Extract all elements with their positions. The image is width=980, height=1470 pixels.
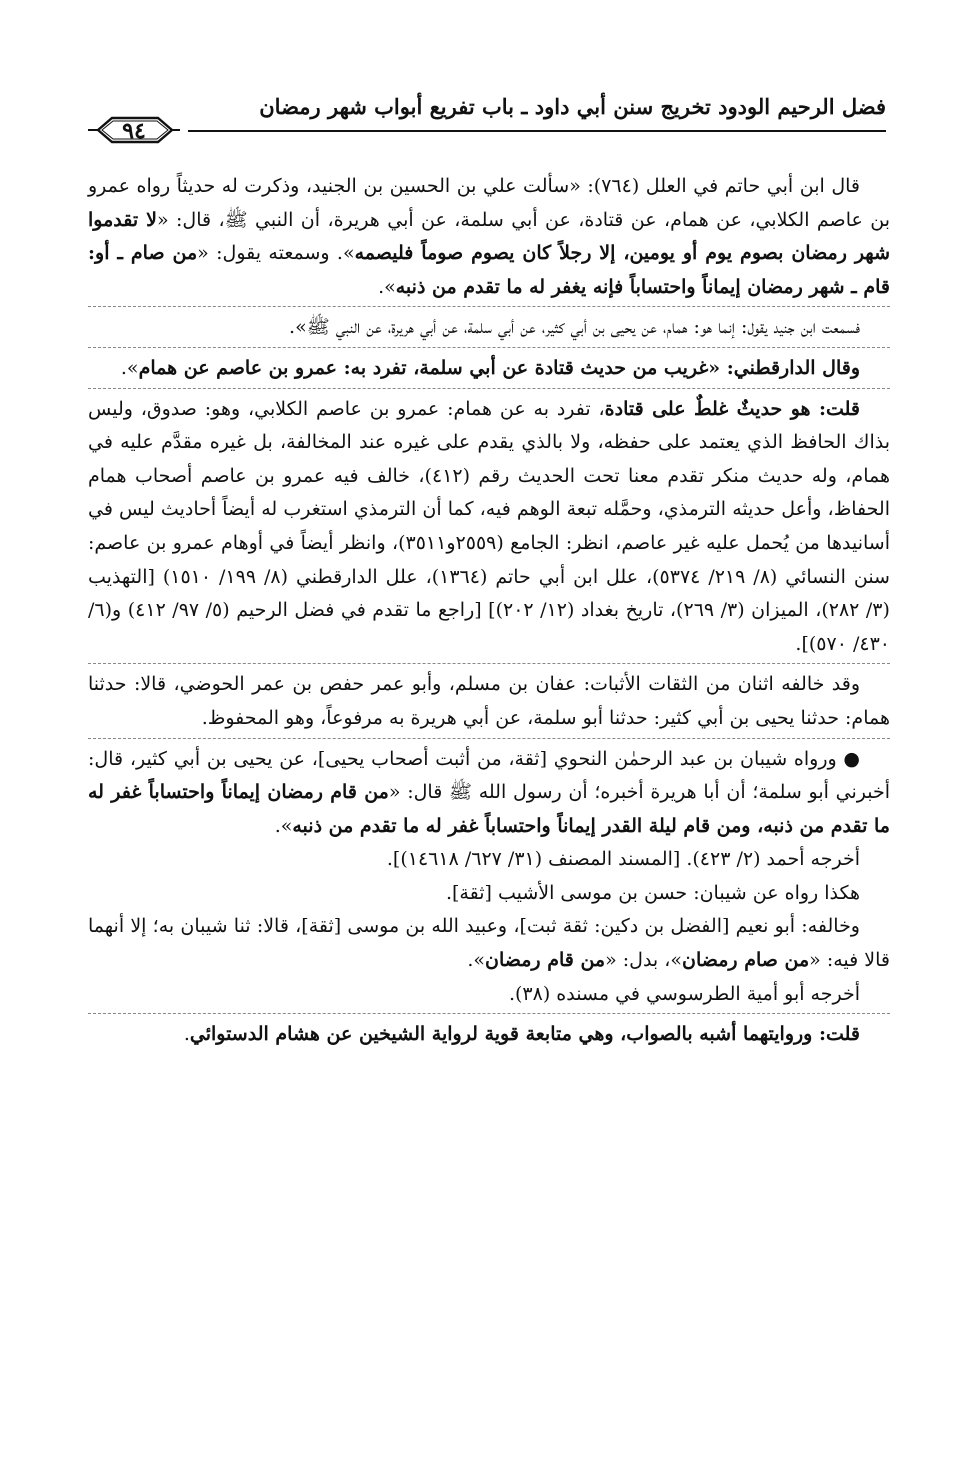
verdict-text: هو حديثٌ غلطٌ على قتادة bbox=[604, 397, 811, 420]
paragraph-8: هكذا رواه عن شيبان: حسن بن موسى الأشيب [ثقة]. bbox=[445, 881, 860, 904]
header-rule bbox=[188, 130, 886, 132]
hadith-text: من صام رمضان bbox=[682, 949, 810, 972]
hadith-text: من قام رمضان إيماناً واحتساباً غفر له ما تقدم من ذنبه، ومن قام ليلة القدر إيماناً واحتساباً غفر له ما تقدم من ذنبه bbox=[88, 781, 890, 837]
page-body bbox=[88, 170, 890, 1052]
text: ». وسمعته يقول: « bbox=[197, 242, 355, 265]
text: . bbox=[183, 1023, 190, 1046]
paragraph-6 bbox=[88, 743, 890, 844]
separator bbox=[88, 306, 890, 307]
text: ». bbox=[120, 356, 139, 379]
text: وخالفه: أبو نعيم [الفضل بن دكين: ثقة ثبت]، وعبيد الله بن موسى [ثقة]، قالا: ثنا شيبان به؛ إلا أنهما قالا فيه: « bbox=[88, 915, 890, 972]
paragraph-5: وقد خالفه اثنان من الثقات الأثبات: عفان بن مسلم، وأبو عمر حفص بن عمر الحوضي، قالا: حدثنا همام: حدثنا يحيى بن أبي كثير: حدثنا أبو سلمة، عن أبي هريرة به مرفوعاً، وهو المحفوظ. bbox=[88, 673, 890, 729]
paragraph-2: فسمعت ابن جنيد يقول: إنما هو: همام، عن يحيى بن أبي كثير، عن أبي سلمة، عن أبي هريرة، عن النبي ﷺ». bbox=[289, 316, 860, 339]
text: ». bbox=[467, 949, 486, 972]
paragraph-9 bbox=[88, 910, 890, 977]
separator bbox=[88, 1013, 890, 1014]
text: قال ابن أبي حاتم في العلل (٧٦٤): «سألت علي بن الحسين بن الجنيد، وذكرت له حديثاً رواه عمرو بن عاصم الكلابي، عن همام، عن قتادة، عن أبي سلمة، عن أبي هريرة، أن النبي ﷺ، قال: « bbox=[88, 175, 890, 231]
text: ». bbox=[274, 814, 293, 837]
paragraph-1 bbox=[88, 170, 890, 304]
separator bbox=[88, 347, 890, 348]
page-number: ٩٤ bbox=[122, 118, 146, 144]
separator bbox=[88, 738, 890, 739]
verdict-text: وهي متابعة قوية لرواية الشيخين عن هشام الدستوائي bbox=[189, 1023, 614, 1046]
hadith-text: لا تقدموا شهر رمضان بصوم يوم أو يومين، إلا رجلاً كان يصوم صوماً فليصمه bbox=[88, 208, 890, 265]
speaker: وقال الدارقطني: « bbox=[708, 356, 860, 379]
paragraph-10: أخرجه أبو أمية الطرسوسي في مسنده (٣٨). bbox=[508, 982, 860, 1005]
text: ، تفرد به عن همام: عمرو بن عاصم الكلابي، وهو: صدوق، وليس بذاك الحافظ الذي يعتمد على حفظه، ولا بالذي يقدم على غيره عند المخالفة، بل غيره مقدَّم عليه في همام، وله حديث منكر تقدم معنا تحت الحديث رقم (٤١٢)، خالف فيه عمرو بن عاصم أصحاب همام الحفاظ، وأعل حديثه الترمذي، وحمَّله تبعة الوهم فيه، كما أن الترمذي استغرب له أيضاً أحاديث ليس في أسانيدها من يُحمل عليه غير عاصم، انظر: الجامع (٢٥٥٩و٣٥١١)، وانظر أيضاً في أوهام عمرو بن عاصم: سنن النسائي (٨/ ٢١٩/ ٥٣٧٤)، علل ابن أبي حاتم (١٣٦٤)، علل الدارقطني (٨/ ١٩٩/ ١٥١٠) [التهذيب (٣/ ٢٨٢)، الميزان (٣/ ٢٦٩)، تاريخ بغداد (١٢/ ٢٠٢)] [راجع ما تقدم في فضل الرحيم (٥/ ٩٧/ ٤١٢) و(٦/ ٤٣٠/ ٥٧٠)]. bbox=[88, 397, 890, 655]
label: قلت: bbox=[810, 397, 860, 420]
paragraph-11 bbox=[88, 1018, 890, 1052]
text: ● ورواه شيبان بن عبد الرحمٰن النحوي [ثقة، من أثبت أصحاب يحيى]، عن يحيى بن أبي كثير، قال: أخبرني أبو سلمة؛ أن أبا هريرة أخبره؛ أن رسول الله ﷺ قال: « bbox=[88, 747, 890, 804]
paragraph-4 bbox=[88, 393, 890, 662]
page-number-badge bbox=[88, 114, 180, 148]
text: »، بدل: « bbox=[605, 949, 683, 972]
hadith-text: من قام رمضان bbox=[485, 949, 606, 972]
paragraph-3 bbox=[88, 352, 890, 386]
page-header bbox=[88, 84, 886, 148]
label: قلت: وروايتهما أشبه بالصواب، bbox=[613, 1023, 860, 1046]
text: ». bbox=[378, 275, 396, 298]
separator bbox=[88, 663, 890, 664]
running-title: فضل الرحيم الودود تخريج سنن أبي داود ـ باب تفريع أبواب شهر رمضان bbox=[259, 94, 886, 119]
hadith-text: من صام ـ أو: قام ـ شهر رمضان إيماناً واحتساباً فإنه يغفر له ما تقدم من ذنبه bbox=[88, 242, 890, 298]
paragraph-7: أخرجه أحمد (٢/ ٤٢٣). [المسند المصنف (٣١/ ٦٢٧/ ١٤٦١٨)]. bbox=[386, 848, 860, 871]
quote-text: غريب من حديث قتادة عن أبي سلمة، تفرد به: عمرو بن عاصم عن همام bbox=[138, 356, 709, 379]
separator bbox=[88, 388, 890, 389]
